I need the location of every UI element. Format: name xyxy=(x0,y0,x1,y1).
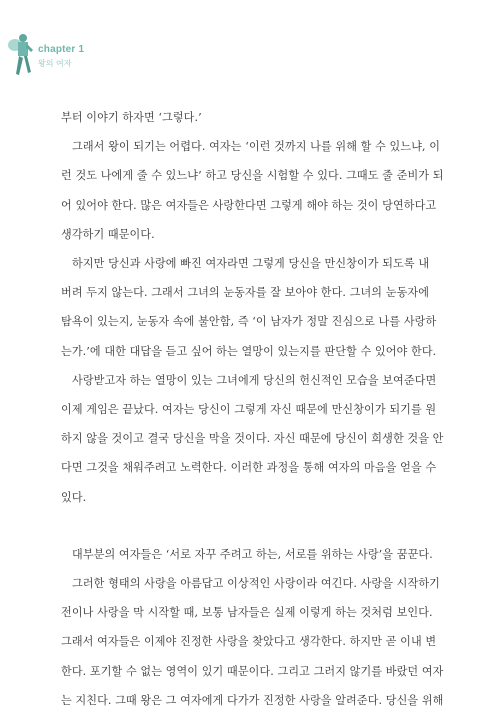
paragraph xyxy=(61,366,444,512)
text-line: 어 있어야 한다. 많은 여자들은 사랑한다면 그렇게 해야 하는 것이 당연하다고 xyxy=(61,198,437,212)
text-line: 그러한 형태의 사랑을 아름답고 이상적인 사랑이라 여긴다. 사랑을 시작하기 xyxy=(72,577,440,591)
text-line: 버려 두지 않는다. 그래서 그녀의 눈동자를 잘 보아야 한다. 그녀의 눈동자에 xyxy=(61,286,430,300)
text-line: 대부분의 여자들은 ‘서로 자꾸 주려고 하는, 서로를 위하는 사랑’을 꿈꾼다. xyxy=(72,547,433,561)
text-line: 전이나 사랑을 막 시작할 때, 보통 남자들은 실제 이렇게 하는 것처럼 보인다. xyxy=(61,606,433,620)
text-line: 런 것도 나에게 줄 수 있느냐’ 하고 당신을 시험할 수 있다. 그때도 줄 준비가 되 xyxy=(61,169,444,183)
paragraph xyxy=(61,132,444,249)
text-line: 사랑받고자 하는 열망이 있는 그녀에게 당신의 헌신적인 모습을 보여준다면 xyxy=(72,373,437,387)
text-line: 다면 그것을 채워주려고 노력한다. 이러한 과정을 통해 여자의 마음을 얻을 수 xyxy=(61,461,437,475)
section-gap xyxy=(61,512,433,540)
text-line: 는가.’에 대한 대답을 듣고 싶어 하는 열망이 있는지를 판단할 수 있어야 한다. xyxy=(61,344,437,358)
paragraph xyxy=(61,569,444,715)
text-line: 하지만 당신과 사랑에 빠진 여자라면 그렇게 당신을 만신창이가 되도록 내 xyxy=(72,257,430,271)
text-line: 그래서 왕이 되기는 어렵다. 여자는 ‘이런 것까지 나를 위해 할 수 있느냐, 이 xyxy=(72,140,441,154)
paragraph xyxy=(61,249,437,366)
text-line: 있다. xyxy=(61,490,87,504)
chapter-subtitle: 왕의 여자 xyxy=(38,59,72,68)
paragraph xyxy=(61,103,433,132)
text-line: 이제 게임은 끝났다. 여자는 당신이 그렇게 자신 때문에 만신창이가 되기를 원 xyxy=(61,403,437,417)
text-line: 탐욕이 있는지, 눈동자 속에 불안함, 즉 ‘이 남자가 정말 진심으로 나를 사랑하 xyxy=(61,315,437,329)
running-figure-icon xyxy=(6,30,36,78)
chapter-label: chapter 1 xyxy=(38,44,85,55)
text-line: 부터 이야기 하자면 ‘그렇다.’ xyxy=(61,111,202,124)
text-line: 생각하기 때문이다. xyxy=(61,227,155,241)
text-line: 는 지친다. 그때 왕은 그 여자에게 다가가 진정한 사랑을 알려준다. 당신을 위해 xyxy=(61,693,444,707)
chapter-header xyxy=(6,30,146,80)
text-line: 한다. 포기할 수 없는 영역이 있기 때문이다. 그리고 그러지 않기를 바랐던 여자 xyxy=(61,664,444,678)
text-line: 그래서 여자들은 이제야 진정한 사랑을 찾았다고 생각한다. 하지만 곧 이내 변 xyxy=(61,635,437,649)
text-line: 하지 않을 것이고 결국 당신을 막을 것이다. 자신 때문에 당신이 희생한 것을 안 xyxy=(61,432,444,446)
body-text xyxy=(61,103,444,715)
paragraph xyxy=(61,540,433,569)
